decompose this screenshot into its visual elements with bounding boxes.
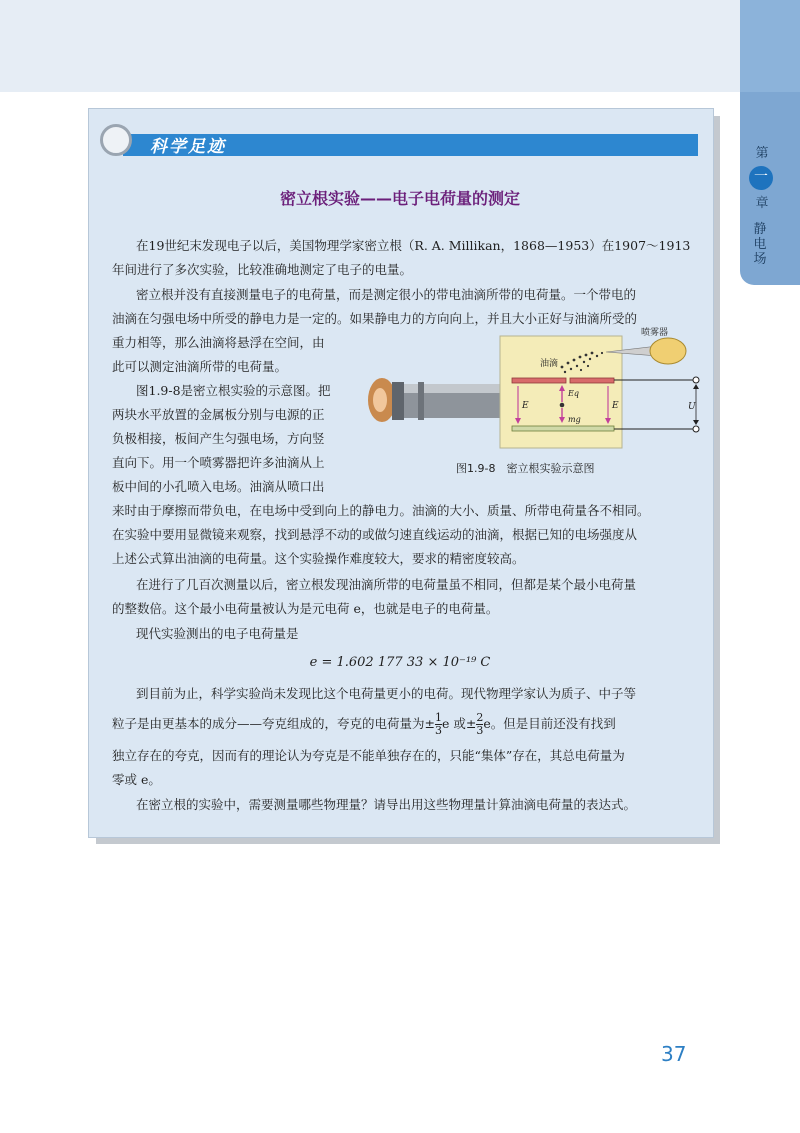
upper-plate-right xyxy=(570,378,614,383)
text-line: 来时由于摩擦而带负电，在电场中受到向上的静电力。油滴的大小、质量、所带电荷量各不相同。 xyxy=(112,503,650,518)
fraction-denominator: 3 xyxy=(476,724,484,737)
label-e-left: E xyxy=(522,401,529,411)
text-line: 独立存在的夸克，因而有的理论认为夸克是不能单独存在的，只能“集体”存在，其总电荷量为 xyxy=(112,748,625,763)
label-mg: mg xyxy=(568,415,581,424)
label-sprayer: 喷雾器 xyxy=(641,328,669,338)
text-line: 在实验中要用显微镜来观察，找到悬浮不动的或做匀速直线运动的油滴，根据已知的电场强度从 xyxy=(112,527,638,542)
figure-caption: 图1.9-8 密立根实验示意图 xyxy=(456,462,595,475)
text-line: 上述公式算出油滴的电荷量。这个实验操作难度较大，要求的精密度较高。 xyxy=(112,551,525,566)
millikan-apparatus-figure xyxy=(366,326,706,458)
text-line: 重力相等，那么油滴将悬浮在空间，由 xyxy=(112,335,325,350)
text-line: 负极相接，板间产生匀强电场，方向竖 xyxy=(112,431,325,446)
chapter-prefix: 第 xyxy=(755,146,769,161)
text-segment: 粒子是由更基本的成分——夸克组成的，夸克的电荷量为± xyxy=(112,716,435,731)
chapter-number: 一 xyxy=(749,166,773,190)
text-segment: e 或± xyxy=(441,716,477,731)
electron-charge-formula: e = 1.602 177 33 × 10⁻¹⁹ C xyxy=(309,655,491,670)
text-line: 现代实验测出的电子电荷量是 xyxy=(136,626,299,641)
label-e-right: E xyxy=(612,401,619,411)
text-line: 直向下。用一个喷雾器把许多油滴从上 xyxy=(112,455,325,470)
text-segment: e。但是目前还没有找到 xyxy=(483,716,616,731)
text-line: 年间进行了多次实验，比较准确地测定了电子的电量。 xyxy=(112,262,413,277)
text-line: 的整数倍。这个最小电荷量被认为是元电荷 e，也就是电子的电荷量。 xyxy=(112,601,499,616)
text-line: 到目前为止，科学实验尚未发现比这个电荷量更小的电荷。现代物理学家认为质子、中子等 xyxy=(136,686,637,701)
text-line: 在密立根的实验中，需要测量哪些物理量？请导出用这些物理量计算油滴电荷量的表达式。 xyxy=(136,797,637,812)
chapter-name: 静电场 xyxy=(753,222,767,267)
text-line: 油滴在匀强电场中所受的静电力是一定的。如果静电力的方向向上，并且大小正好与油滴所受的 xyxy=(112,311,638,326)
text-line: 板中间的小孔喷入电场。油滴从喷口出 xyxy=(112,479,325,494)
text-line: 在19世纪末发现电子以后，美国物理学家密立根（R. A. Millikan，1868—1953）在1907～1913 xyxy=(136,238,691,253)
upper-plate-left xyxy=(512,378,566,383)
label-eq: Eq xyxy=(568,389,579,398)
sprayer-bulb xyxy=(650,338,686,364)
page-header-band xyxy=(0,0,740,92)
microscope-illustration xyxy=(368,378,500,422)
chapter-tab xyxy=(740,0,800,285)
article-title: 密立根实验——电子电荷量的测定 xyxy=(279,189,520,208)
fraction-numerator: 1 xyxy=(434,711,442,724)
text-line: 图1.9-8是密立根实验的示意图。把 xyxy=(136,383,331,398)
chapter-suffix: 章 xyxy=(755,196,769,211)
text-line: 零或 e。 xyxy=(112,772,161,787)
text-line: 密立根并没有直接测量电子的电荷量，而是测定很小的带电油滴所带的电荷量。一个带电的 xyxy=(136,287,637,302)
page-number: 37 xyxy=(661,1042,687,1066)
section-label: 科学足迹 xyxy=(150,137,226,157)
label-u: U xyxy=(688,402,696,412)
ring-icon xyxy=(100,124,132,156)
fraction-numerator: 2 xyxy=(476,711,484,724)
text-line: 两块水平放置的金属板分别与电源的正 xyxy=(112,407,325,422)
lower-plate xyxy=(512,426,614,431)
text-line: 在进行了几百次测量以后，密立根发现油滴所带的电荷量虽不相同，但都是某个最小电荷量 xyxy=(136,577,637,592)
text-line-with-fractions xyxy=(112,712,616,737)
text-line: 此可以测定油滴所带的电荷量。 xyxy=(112,359,288,374)
fraction-denominator: 3 xyxy=(434,724,442,737)
fraction-one-third xyxy=(435,712,442,737)
label-oil-drop: 油滴 xyxy=(540,359,559,369)
